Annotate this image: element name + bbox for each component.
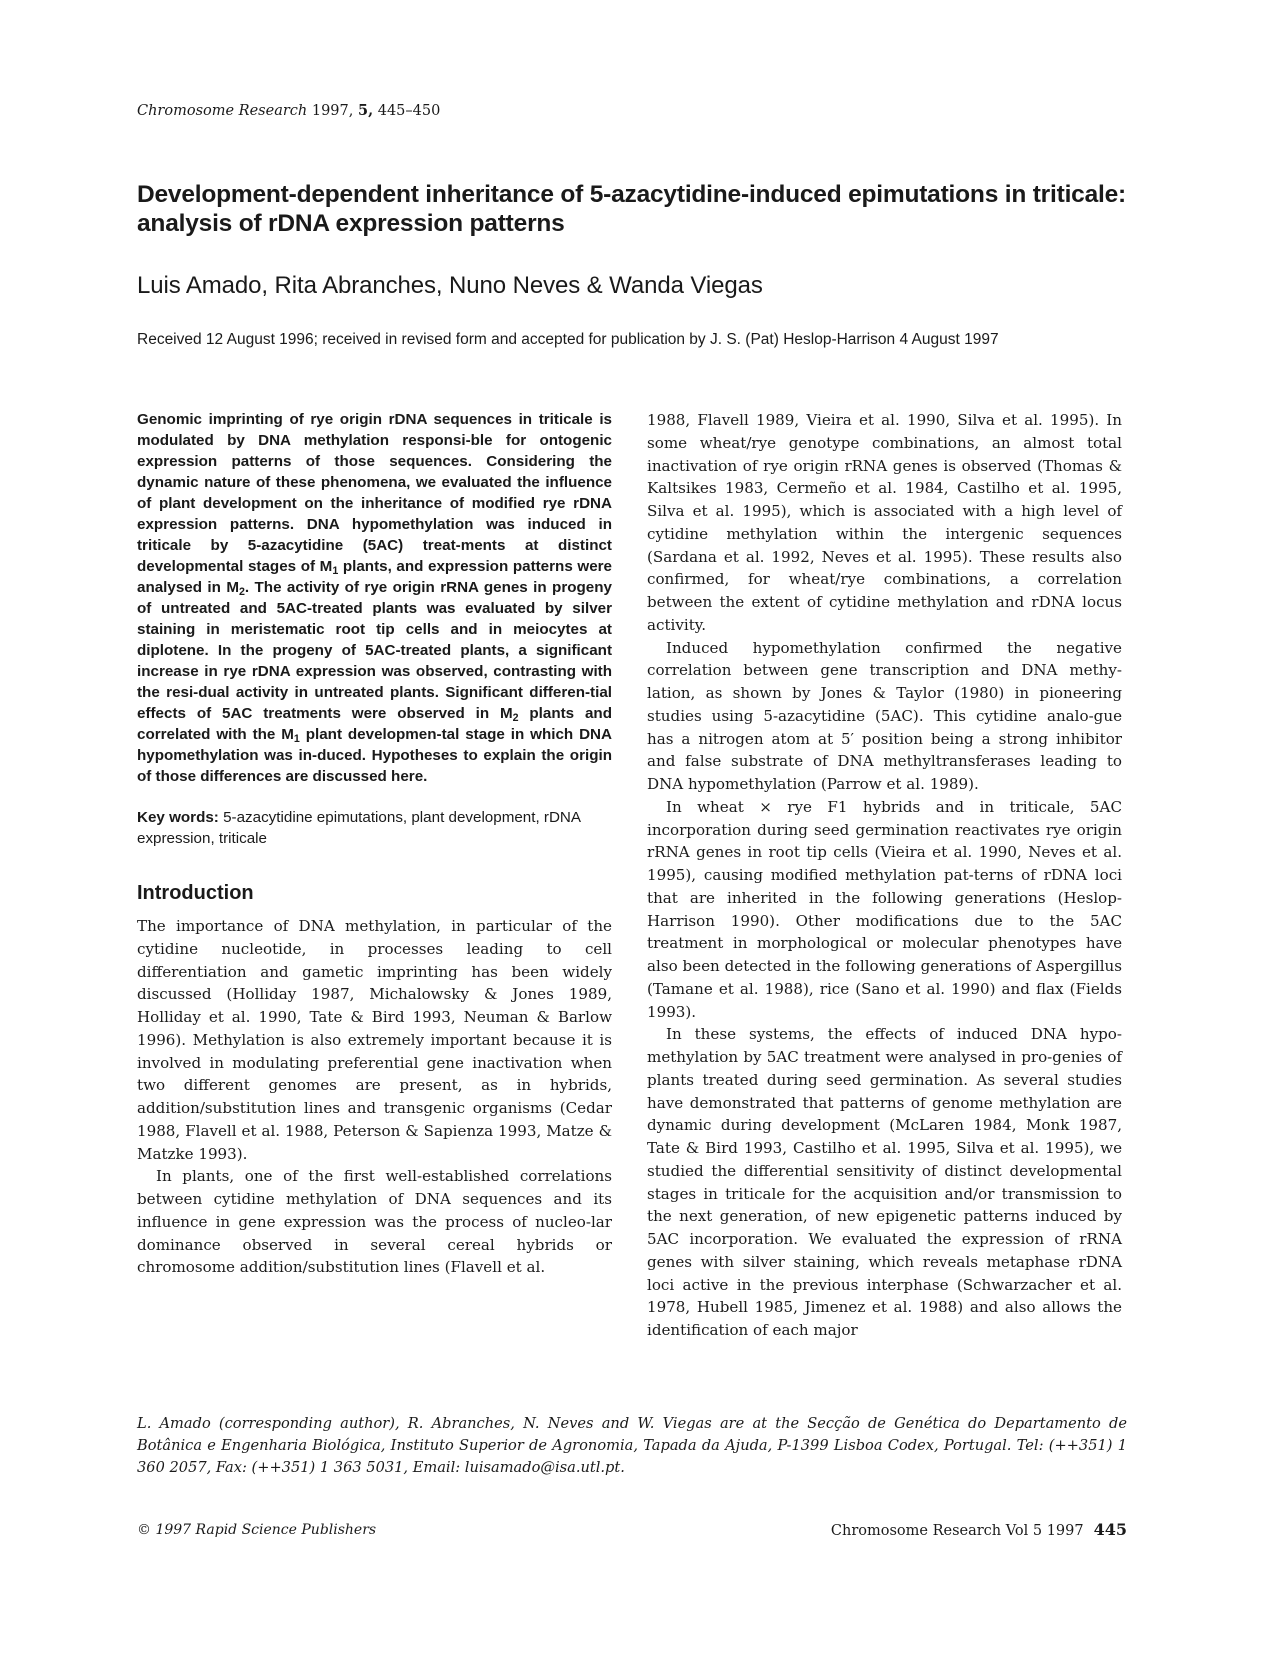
right-paragraph-3: In wheat × rye F1 hybrids and in triticale, 5AC incorporation during seed germination reactivates rye origin rRNA genes in root tip cells (Vieira et al. 1990, Neves et al. 1995), causing modified methylation pat-terns of rDNA loci that are inherited in the following generations (Heslop-Harrison 1990). Other modifications due to the 5AC treatment in morphological or molecular phenotypes have also been detected in the following generations of Aspergillus (Tamane et al. 1988), rice (Sano et al. 1990) and flax (Fields 1993). bbox=[647, 797, 1122, 1021]
article-authors: Luis Amado, Rita Abranches, Nuno Neves & Wanda Viegas bbox=[137, 272, 763, 299]
abstract: Genomic imprinting of rye origin rDNA sequences in triticale is modulated by DNA methylation responsi-ble for ontogenic expression patterns of those sequences. Considering the dynamic nature of these phenomena, we evaluated the influence of plant development on the inheritance of modified rye rDNA expression patterns. DNA hypomethylation was induced in triticale by 5-azacytidine (5AC) treat-ments at distinct developmental stages of $M_1$ plants, and expression patterns were analysed in $M_2$. The activity of rye origin rRNA genes in progeny of untreated and 5AC-treated plants was evaluated by silver staining in meristematic root tip cells and in meiocytes at diplotene. In the progeny of 5AC-treated plants, a significant increase in rye rDNA expression was observed, contrasting with the resi-dual activity in untreated plants. Significant differen-tial effects of 5AC treatments were observed in $M_2$ plants and correlated with the $M_1$ plant developmen-tal stage in which DNA hypomethylation was in-duced. Hypotheses to explain the origin of those differences are discussed here. bbox=[137, 411, 612, 785]
journal-pages: 445–450 bbox=[377, 103, 441, 119]
section-heading-introduction: Introduction bbox=[137, 882, 254, 904]
right-paragraph-2: Induced hypomethylation confirmed the negative correlation between gene transcription and DNA methy-lation, as shown by Jones & Taylor (1980) in pioneering studies using 5-azacytidine (5AC). This cytidine analo-gue has a nitrogen atom at 5′ position being a strong inhibitor and false substrate of DNA methyltransferases leading to DNA hypomethylation (Parrow et al. 1989). bbox=[647, 638, 1122, 793]
intro-paragraph-2: In plants, one of the first well-established correlations between cytidine methylation of DNA sequences and its influence in gene expression was the process of nucleo-lar dominance observed in several cereal hybrids or chromosome addition/substitution lines (Flavell et al. bbox=[137, 1167, 612, 1277]
keywords-label: Key words: bbox=[137, 809, 219, 826]
copyright-notice: © 1997 Rapid Science Publishers bbox=[137, 1522, 377, 1538]
right-paragraph-4: In these systems, the effects of induced DNA hypo-methylation by 5AC treatment were analysed in pro-genies of plants treated during seed germination. As several studies have demonstrated that patterns of genome methylation are dynamic during development (McLaren 1984, Monk 1987, Tate & Bird 1993, Castilho et al. 1995, Silva et al. 1995), we studied the differential sensitivity of distinct developmental stages in triticale for the acquisition and/or transmission to the next generation, of new epigenetic patterns induced by 5AC incorporation. We evaluated the expression of rRNA genes with silver staining, which reveals metaphase rDNA loci active in the previous interphase (Schwarzacher et al. 1978, Hubell 1985, Jimenez et al. 1988) and also allows the identification of each major bbox=[647, 1025, 1122, 1339]
page-footer bbox=[831, 1520, 1127, 1539]
footer-journal-info: Chromosome Research Vol 5 1997 bbox=[830, 1523, 1084, 1539]
right-paragraph-1: 1988, Flavell 1989, Vieira et al. 1990, Silva et al. 1995). In some wheat/rye genotype combinations, an almost total inactivation of rye origin rRNA genes is observed (Thomas & Kaltsikes 1983, Cermeño et al. 1984, Castilho et al. 1995, Silva et al. 1995), which is associated with a high level of cytidine methylation within the intergenic sequences (Sardana et al. 1992, Neves et al. 1995). These results also confirmed, for wheat/rye combinations, a correlation between the extent of cytidine methylation and rDNA locus activity. bbox=[647, 411, 1122, 634]
keywords bbox=[137, 807, 612, 849]
author-affiliation-footnote: L. Amado (corresponding author), R. Abranches, N. Neves and W. Viegas are at the Secção de Genética do Departamento de Botânica e Engenharia Biológica, Instituto Superior de Agronomia, Tapada da Ajuda, P-1399 Lisboa Codex, Portugal. Tel: (++351) 1 360 2057, Fax: (++351) 1 363 5031, Email: luisamado@isa.utl.pt. bbox=[137, 1415, 1127, 1476]
journal-name: Chromosome Research bbox=[137, 103, 308, 119]
journal-volume: 5, bbox=[357, 102, 374, 119]
journal-year: 1997, bbox=[311, 103, 354, 119]
journal-reference bbox=[137, 102, 440, 119]
article-title: Development-dependent inheritance of 5-azacytidine-induced epimutations in triticale: analysis of rDNA expression patterns bbox=[137, 181, 1127, 237]
page-number: 445 bbox=[1093, 1520, 1127, 1539]
received-dates: Received 12 August 1996; received in revised form and accepted for publication by J. S. (Pat) Heslop-Harrison 4 August 1997 bbox=[137, 331, 999, 348]
right-column bbox=[647, 409, 1122, 1342]
keywords-text: 5-azacytidine epimutations, plant development, rDNA expression, triticale bbox=[137, 809, 581, 847]
left-column bbox=[137, 409, 612, 1279]
intro-paragraph-1: The importance of DNA methylation, in particular of the cytidine nucleotide, in processes leading to cell differentiation and gametic imprinting has been widely discussed (Holliday 1987, Michalowsky & Jones 1989, Holliday et al. 1990, Tate & Bird 1993, Neuman & Barlow 1996). Methylation is also extremely important because it is involved in modulating preferential gene inactivation when two different genomes are present, as in hybrids, addition/substitution lines and transgenic organisms (Cedar 1988, Flavell et al. 1988, Peterson & Sapienza 1993, Matze & Matzke 1993). bbox=[137, 917, 612, 1163]
